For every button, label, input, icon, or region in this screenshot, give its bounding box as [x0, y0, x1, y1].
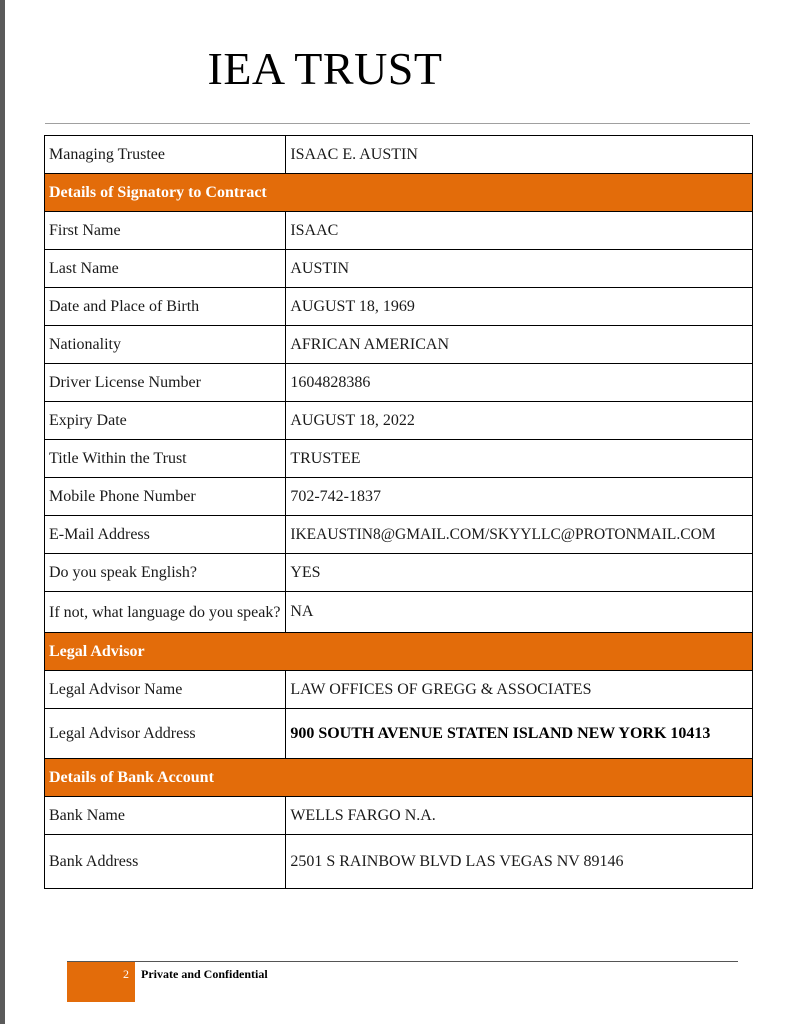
- section-header-legal-advisor: [45, 633, 753, 671]
- table-row: [45, 835, 753, 889]
- table-row: [45, 326, 753, 364]
- row-label-expiry: Expiry Date: [45, 402, 286, 440]
- row-label-english: Do you speak English?: [45, 554, 286, 592]
- row-value-phone: 702-742-1837: [286, 478, 753, 516]
- row-label-bank-name: Bank Name: [45, 797, 286, 835]
- row-label-birth: Date and Place of Birth: [45, 288, 286, 326]
- row-label-language: If not, what language do you speak?: [45, 592, 286, 633]
- table-row: [45, 797, 753, 835]
- row-label-phone: Mobile Phone Number: [45, 478, 286, 516]
- row-value-english: YES: [286, 554, 753, 592]
- trust-details-table: [44, 135, 753, 889]
- table-row: [45, 288, 753, 326]
- table-row: [45, 478, 753, 516]
- row-value-email: IKEAUSTIN8@GMAIL.COM/SKYYLLC@PROTONMAIL.COM: [286, 516, 753, 554]
- row-value-title: TRUSTEE: [286, 440, 753, 478]
- row-label-title: Title Within the Trust: [45, 440, 286, 478]
- row-label-managing-trustee: Managing Trustee: [45, 136, 286, 174]
- table-row: [45, 592, 753, 633]
- section-title: Details of Signatory to Contract: [45, 174, 753, 212]
- page-number-box: [67, 962, 135, 1002]
- row-value-nationality: AFRICAN AMERICAN: [286, 326, 753, 364]
- section-header-signatory: [45, 174, 753, 212]
- title-divider: [45, 123, 750, 124]
- footer-divider: [67, 961, 738, 962]
- footer-label: Private and Confidential: [141, 967, 268, 981]
- table-row: [45, 250, 753, 288]
- row-value-managing-trustee: ISAAC E. AUSTIN: [286, 136, 753, 174]
- row-value-license: 1604828386: [286, 364, 753, 402]
- table-row: [45, 671, 753, 709]
- table-row: [45, 516, 753, 554]
- row-value-bank-address: 2501 S RAINBOW BLVD LAS VEGAS NV 89146: [286, 835, 753, 889]
- row-label-license: Driver License Number: [45, 364, 286, 402]
- table-row: [45, 136, 753, 174]
- row-value-first-name: ISAAC: [286, 212, 753, 250]
- row-value-expiry: AUGUST 18, 2022: [286, 402, 753, 440]
- table-row: [45, 554, 753, 592]
- row-label-last-name: Last Name: [45, 250, 286, 288]
- row-value-language: NA: [286, 592, 753, 633]
- row-value-last-name: AUSTIN: [286, 250, 753, 288]
- row-label-bank-address: Bank Address: [45, 835, 286, 889]
- table-row: [45, 709, 753, 759]
- table-row: [45, 364, 753, 402]
- row-label-advisor-name: Legal Advisor Name: [45, 671, 286, 709]
- section-title: Legal Advisor: [45, 633, 753, 671]
- row-value-birth: AUGUST 18, 1969: [286, 288, 753, 326]
- table-row: [45, 440, 753, 478]
- page-number: 2: [123, 967, 129, 981]
- table-row: [45, 212, 753, 250]
- row-value-advisor-name: LAW OFFICES OF GREGG & ASSOCIATES: [286, 671, 753, 709]
- row-label-advisor-address: Legal Advisor Address: [45, 709, 286, 759]
- row-value-advisor-address: 900 SOUTH AVENUE STATEN ISLAND NEW YORK 10413: [286, 709, 753, 759]
- document-page: [5, 0, 798, 1024]
- document-title: IEA TRUST: [207, 43, 443, 94]
- section-header-bank-account: [45, 759, 753, 797]
- table-row: [45, 402, 753, 440]
- row-label-nationality: Nationality: [45, 326, 286, 364]
- section-title: Details of Bank Account: [45, 759, 753, 797]
- row-value-bank-name: WELLS FARGO N.A.: [286, 797, 753, 835]
- row-label-first-name: First Name: [45, 212, 286, 250]
- row-label-email: E-Mail Address: [45, 516, 286, 554]
